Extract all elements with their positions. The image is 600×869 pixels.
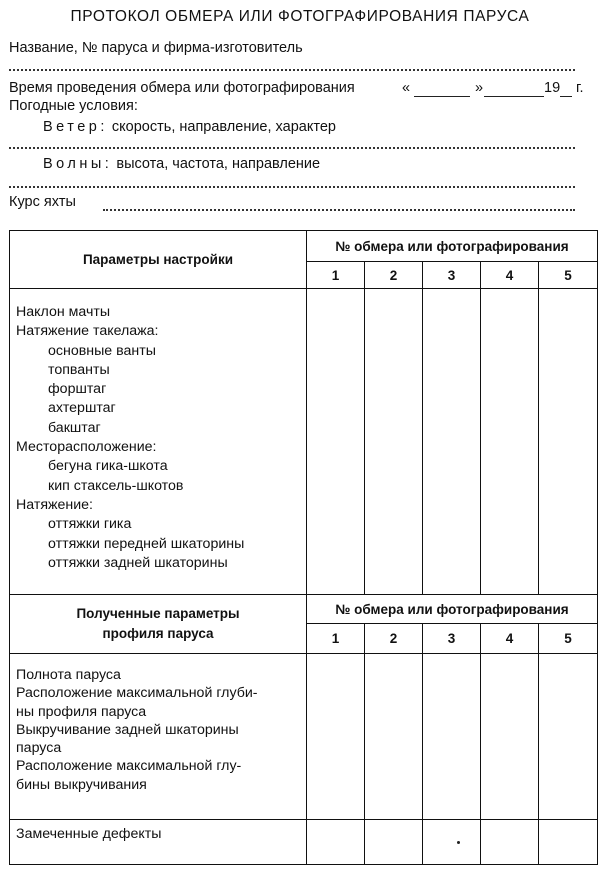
profile-measure-header: № обмера или фотографирования: [307, 595, 598, 624]
defects-cell-4[interactable]: [481, 820, 539, 865]
param-row: Месторасположение:: [16, 439, 157, 456]
date-open-quote: «: [402, 80, 411, 96]
protocol-table: [9, 230, 598, 865]
profile-col-4: 4: [481, 624, 539, 654]
param-row: топванты: [48, 361, 110, 378]
print-speck: [457, 841, 460, 844]
profile-row: ны профиля паруса: [16, 703, 147, 720]
settings-col-3: 3: [423, 262, 481, 289]
page-title: ПРОТОКОЛ ОБМЕРА ИЛИ ФОТОГРАФИРОВАНИЯ ПАРУСА: [70, 8, 530, 25]
profile-row: Полнота паруса: [16, 667, 121, 683]
settings-col-5: 5: [539, 262, 598, 289]
profile-header-line1: Полученные параметры: [76, 606, 240, 621]
profile-row: бины выкручивания: [16, 776, 147, 793]
sail-name-label: Название, № паруса и фирма-изготовитель: [9, 40, 303, 56]
wind-fill-line[interactable]: [9, 147, 575, 149]
profile-cell-3[interactable]: [423, 654, 481, 820]
year-suffix: г.: [576, 80, 584, 96]
profile-header-line2: профиля паруса: [102, 626, 214, 641]
param-row: бакштаг: [48, 419, 101, 436]
settings-col-2: 2: [365, 262, 423, 289]
settings-parameters-list: [10, 289, 307, 595]
param-row: форштаг: [48, 381, 107, 398]
course-fill-line[interactable]: [103, 209, 575, 211]
settings-cell-2[interactable]: [365, 289, 423, 595]
defects-cell-3[interactable]: [423, 820, 481, 865]
date-close-quote: »: [475, 80, 484, 96]
param-row: ахтерштаг: [48, 400, 116, 417]
profile-col-5: 5: [539, 624, 598, 654]
waves-row: [43, 156, 320, 172]
param-row: оттяжки передней шкаторины: [48, 535, 245, 552]
param-row: Наклон мачты: [16, 304, 111, 320]
profile-parameters-list: [10, 654, 307, 820]
defects-cell-2[interactable]: [365, 820, 423, 865]
profile-row: Расположение максимальной глу-: [16, 758, 242, 775]
param-row: основные ванты: [48, 342, 156, 359]
settings-header: Параметры настройки: [10, 231, 307, 289]
wind-label: Ветер:: [43, 119, 108, 135]
param-row: кип стаксель-шкотов: [48, 477, 184, 494]
wind-description: скорость, направление, характер: [111, 119, 336, 135]
profile-header: [10, 595, 307, 654]
settings-cell-3[interactable]: [423, 289, 481, 595]
date-day-field[interactable]: [414, 96, 470, 97]
param-row: оттяжки задней шкаторины: [48, 554, 228, 571]
param-row: бегуна гика-шкота: [48, 458, 168, 475]
profile-col-2: 2: [365, 624, 423, 654]
date-year-field[interactable]: [560, 96, 572, 97]
settings-cell-1[interactable]: [307, 289, 365, 595]
weather-label: Погодные условия:: [9, 98, 138, 114]
param-row: Натяжение такелажа:: [16, 323, 159, 340]
profile-cell-1[interactable]: [307, 654, 365, 820]
param-row: Натяжение:: [16, 496, 93, 513]
time-label: Время проведения обмера или фотографирования: [9, 80, 355, 96]
waves-fill-line[interactable]: [9, 186, 575, 188]
param-row: оттяжки гика: [48, 516, 132, 533]
defects-cell-1[interactable]: [307, 820, 365, 865]
date-month-field[interactable]: [484, 96, 544, 97]
wind-row: [43, 119, 336, 135]
defects-cell-5[interactable]: [539, 820, 598, 865]
settings-col-4: 4: [481, 262, 539, 289]
settings-cell-4[interactable]: [481, 289, 539, 595]
profile-cell-5[interactable]: [539, 654, 598, 820]
settings-measure-header: № обмера или фотографирования: [307, 231, 598, 262]
defects-label: Замеченные дефекты: [10, 820, 307, 865]
profile-cell-4[interactable]: [481, 654, 539, 820]
profile-row: Расположение максимальной глуби-: [16, 685, 258, 702]
settings-col-1: 1: [307, 262, 365, 289]
sail-name-fill-line[interactable]: [9, 69, 575, 71]
profile-row: паруса: [16, 740, 62, 757]
profile-col-3: 3: [423, 624, 481, 654]
course-label: Курс яхты: [9, 194, 76, 210]
waves-description: высота, частота, направление: [116, 156, 321, 172]
profile-col-1: 1: [307, 624, 365, 654]
profile-cell-2[interactable]: [365, 654, 423, 820]
year-prefix: 19: [544, 80, 561, 96]
settings-cell-5[interactable]: [539, 289, 598, 595]
profile-row: Выкручивание задней шкаторины: [16, 721, 239, 738]
waves-label: Волны:: [43, 156, 113, 172]
